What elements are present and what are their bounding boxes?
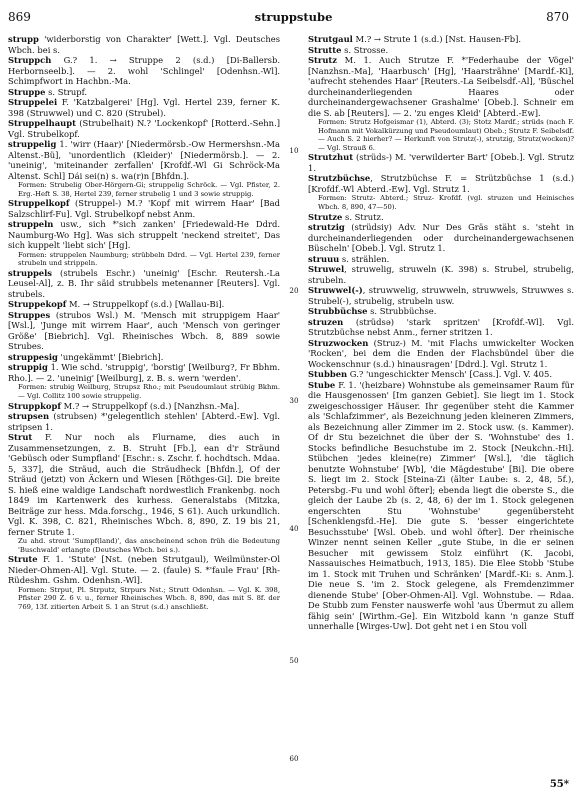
entry-text: 'widerborstig von Charakter' [Wett.]. Vgl. Deutsches Wbch. bei s. (8, 34, 280, 55)
headword: Strutzbüchse (308, 173, 371, 184)
dictionary-entry (308, 34, 574, 45)
dictionary-entry (8, 401, 280, 412)
entry-text: (strubsen) *'gelegentlich stehlen' [Abterd.-Ew]. Vgl. stripsen 1. (8, 411, 280, 432)
headword: strupp (8, 34, 39, 44)
dictionary-entry (308, 264, 574, 285)
headword: Struppekopf (8, 299, 67, 310)
dictionary-entry (8, 55, 280, 87)
entry-text: (strubels Eschr.) 'uneinig' [Eschr. Reutersh.-La Leusel-Al], z. B. Ihr säid strubbels metenanner [Reuters]. Vgl. strubels. (8, 267, 280, 299)
headword: Stube (308, 379, 336, 390)
entry-text: M.? → Struppelkopf (s.d.) [Nanzhsn.-Ma]. (60, 400, 240, 411)
entry-note: Formen: struppelen Naumburg; strübbeln Ddrd. — Vgl. Hertel 239, ferner strubeln und strippeln. (18, 250, 280, 268)
entry-text: , struwwelig, struwweln, struwwels, Struwwes s. Strubel(-), strubelig, strubeln usw. (308, 285, 574, 306)
dictionary-entry (308, 254, 574, 265)
headword: Struzwocken (308, 337, 369, 348)
headword: Struppkopf (8, 400, 61, 411)
headword: Struppelkopf (8, 198, 70, 209)
entry-note: Formen: Strutz- Abterd.; Struz- Krofdf. (vgl. struzen und Heinisches Wbch. 8, 890, 47—50). (318, 194, 574, 211)
entry-text: , Strutzbüchse F. = Strützbüchse 1 (s.d.) [Krofdf.-Wl Abterd.-Ew]. Vgl. Strutz 1. (308, 173, 574, 194)
entry-text: s. Strubbüchse. (367, 306, 437, 317)
line-number: 20 (289, 286, 299, 295)
entry-text: (strüdsə) 'stark spritzen' [Krofdf.-Wl]. Vgl. Strutzbüchse nebst Anm., ferner stritzen 1. (308, 316, 574, 338)
dictionary-entry (308, 222, 574, 254)
headword: struppelig (8, 139, 57, 149)
entry-text: F. 'Katzbalgerei' [Hg]. Vgl. Hertel 239, ferner K. 398 (Struwwel) und C. 820 (Strubel). (8, 97, 280, 118)
entry-text: F. 1. 'Stute' [Nst. (neben Strutgaul), Weilmünster-Ol Nieder-Ohmen-Al]. Vgl. Stute. — 2. (faule) S. *'faule Frau' [Rh-Rüdeshm. Gshm. Odenhsn.-Wl]. (8, 554, 280, 586)
dictionary-entry (308, 45, 574, 56)
dictionary-entry (308, 369, 574, 380)
dictionary-entry (308, 212, 574, 223)
left-column (8, 34, 280, 786)
line-number: 30 (289, 396, 299, 405)
line-number: 50 (289, 656, 299, 665)
running-title: struppstube (254, 10, 333, 24)
dictionary-entry (8, 362, 280, 383)
headword: Struppelei (8, 97, 58, 107)
entry-text: (strubos Wsl.) M. 'Mensch mit struppigem Haar' [Wsl.], 'Junge mit wirrem Haar', auch 'Mensch von geringer Größe' [Biebrich]. Vgl. Rheinisches Wbch. 8, 889 sowie Strubes. (8, 309, 280, 352)
dictionary-entry (8, 411, 280, 432)
entry-text: 1. 'wirr (Haar)' [Niedermörsb.-Ow Hermershsn.-Ma Altenst.-Bü], 'unordentlich (Kleider)' [Niedermörsb.]. — 2. 'uneinig', 'miteinander zerfallen' [Krofdf.-Wl Gi Schröck-Ma Altenst. Schl] Dái sei(n) s. wa(r)n [Bhfdn.]. (8, 139, 280, 181)
entry-note: Formen: Strubelig Ober-Hörgern-Gi; struppelig Schröck. — Vgl. Pfister, 2. Erg.-Heft S. 38, Hertel 239, ferner strubelig 1 und 3 sowie struppig. (18, 181, 280, 198)
headword: Struppch (8, 55, 52, 65)
page-number-left: 869 (8, 10, 31, 24)
entry-text: M. → Struppelkopf (s.d.) [Wallau-Bi]. (66, 299, 225, 310)
entry-text: G.? 1. → Struppe 2 (s.d.) [Di-Ballersb. Herbornseelb.]. — 2. wohl 'Schlingel' [Odenhsn.-Wl]. Schimpfwort in Hachbn.-Ma. (8, 55, 280, 86)
page-number-right: 870 (546, 10, 569, 24)
entry-note: Formen: Strput, Pl. Strputz, Strpurs Nst.; Strutt Odenhsn. — Vgl. K. 398, Pfister 290 Z. 6 v. u., ferner Rheinisches Wbch. 8, 890, das mit S. 8f. der 769, 13f. zitierten Arbeit S. 1 an Strut (s.d.) anschließt. (18, 585, 280, 611)
headword: struppig (8, 362, 48, 373)
headword: Strubbüchse (308, 306, 368, 317)
headword: strutzig (308, 222, 345, 233)
entry-text: s. strählen. (339, 253, 390, 264)
headword: Strutzhut (308, 152, 354, 163)
entry-text: (strüdsiy) Adv. Nur Des Gräs stäht s. 'steht in durcheinanderliegenden oder durcheinandergewachsenen Büscheln' [Obeb.]. Vgl. Strutz 1. (308, 222, 574, 254)
entry-note: Zu ahd. strout 'Sumpf(land)', das anscheinend schon früh die Bedeutung 'Buschwald' erlangte (Deutsches Wbch. bei s.). (18, 537, 280, 554)
entry-text: s. Strosse. (341, 44, 389, 55)
line-number: 10 (289, 146, 299, 155)
dictionary-entry (308, 152, 574, 173)
dictionary-entry (8, 299, 280, 310)
dictionary-entry (8, 554, 280, 586)
entry-text: (Struppel-) M.? 'Kopf mit wirrem Haar' [Bad Salzschlirf-Fu]. Vgl. Strubelkopf nebst Anm. (8, 198, 280, 219)
dictionary-entry (308, 380, 574, 632)
headword: Struppe (8, 86, 46, 97)
entry-text: 1. Wie schd. 'struppig', 'borstig' [Weilburg?, Fr Bbhm. Rho.]. — 2. 'uneinig' [Weilburg], z. B. s. wern 'werden'. (8, 362, 280, 383)
right-column (308, 34, 574, 786)
line-number: 40 (289, 524, 299, 533)
entry-text: M.? → Strute 1 (s.d.) [Nst. Hausen-Fb]. (352, 34, 522, 44)
headword: struuu (308, 253, 340, 264)
dictionary-entry (8, 97, 280, 118)
headword: struppeln (8, 219, 54, 230)
signature-mark: 55* (549, 779, 569, 790)
entry-text: F. 1. '(heizbare) Wohnstube als gemeinsamer Raum für die Hausgenossen' [Im ganzen Gebiet]. Sie liegt im 1. Stock zweigeschossiger Häuser. Ihr gegenüber steht die Kammer als 'Schlafzimmer', als Bezeichnung jeden kleineren Zimmers, als Bezeichnung aller Zimmer im 2. Stock usw. (s. Kammer). Of dr Stu bezeichnet die über der S. 'Wohnstube' des 1. Stocks befindliche Besuchstube im 2. Stock [Neukchn.-Hi]. Stübchen 'jedes kleine(re) Zimmer' [Wsl.], 'die täglich benutzte Wohnstube' [Wb], 'die Mägdestube' [Bi]. Die obere S. liegt im 2. Stock [Steina-Zi (älter Laube: s. 2, 48, 5f.), Petersbg.-Fu und wohl öfter]; ebenda liegt die oberste S., die gleich der Laube 2b (s. 2, 48, 6) der im 1. Stock gelegenen engerschten Stu 'Wohnstube' gegenübersteht [Schenklengsfd.-He]. Die gute S. 'besser eingerichtete Besuchsstube' [Wsl. Obeb. und wohl öfter]. Der rheinische Winzer nennt seinen Keller „gute Stube, in die er seinen Besucher mit gewissem Stolz einführt (K. Jacobi, Nassauisches Heimatbuch, 1913, 185). Die Elee Stobb 'Stube im 1. Stock mit Truhen und Schränken' [Mardf.-Ki: s. Anm.]. Die neue S. 'im 2. Stock gelegene, als Fremdenzimmer dienende Stube' [Ober-Ohmen-Al]. Vgl. Wohnstube. — Rdaa. De Stubb zum Fenster nauswerfe wohl 'aus Übermut zu allem fähig sein' [Wirthm.-Ge]. Ein Witzbold kann 'n ganze Stuff unnerhalle [Wirges-Uw]. Dot geht net i en Stou voll (308, 379, 574, 632)
entry-text: usw., sich *'sich zanken' [Friedewald-He Ddrd. Naumburg-Wo Hg]. Was sich struppelt 'neckend streitet', Das sich kuppelt 'liebt sich' [Hg]. (8, 219, 280, 251)
entry-text: M. 1. Auch Strutze F. *'Federhaube der Vögel' [Nanzhsn.-Ma], 'Haarbusch' [Hg], 'Haarsträhne' [Mardf.-Ki], 'aufrecht stehendes Haar' [Reuters.-La Seibelsdf.-Al], 'Büschel durcheinanderliegenden Haares oder durcheinandergewachsener Grashalme' [Obeb.]. Schneir em die S. ab [Reuters]. — 2. 'zu enges Kleid' [Abterd.-Ew]. (308, 55, 574, 118)
headword: Strute (8, 554, 38, 565)
dictionary-entry (308, 173, 574, 194)
dictionary-entry (308, 338, 574, 370)
headword: Struwwel(-) (308, 285, 363, 296)
entry-text: (Strubelhait) N.? 'Lockenkopf' [Rotterd.-Sehn.] Vgl. Strubelkopf. (8, 118, 280, 139)
headword: Struwel (308, 264, 345, 275)
dictionary-entry (308, 317, 574, 338)
dictionary-entry (308, 306, 574, 317)
dictionary-entry (8, 219, 280, 251)
dictionary-entry (8, 118, 280, 139)
headword: struppesig (8, 351, 58, 362)
dictionary-entry (8, 352, 280, 363)
entry-text: F. Nur noch als Flurname, dies auch in Zusammensetzungen, z. B. Struht [Fb.], ean d'r Sträund 'Gebüsch oder Sumpfland' [Eschr.: s. Zschr. f. hochdtsch. Mdaa. 5, 337], die Sträud, auch die Sträudheck [Bhfdn.], Of der Sträud (jetzt) von Äckern und Wiesen [Röthges-Gi]. Die breite S. hieß eine waldige Landschaft nordwestlich Frankenbg. noch 1849 im Kartenwerk des kurhess. Generalstabs (Mitzka, Beiträge zur hess. Mda.forschg., 1946, S 61). Auch urkundlich. Vgl. K. 398, C. 821, Rheinisches Wbch. 8, 890, Z. 19 bis 21, ferner Strute 1. (8, 432, 280, 537)
dictionary-entry (8, 310, 280, 352)
headword: Strutz (308, 55, 338, 65)
entry-text: s. Strupf. (45, 86, 88, 97)
headword: Strutgaul (308, 34, 353, 44)
headword: Struppes (8, 309, 51, 320)
dictionary-entry (308, 55, 574, 118)
page-header (0, 10, 587, 26)
entry-note: Formen: Strutz Hofgeismar (1), Abterd. (3); Stotz Mardf.; strüds (nach F. Hofmann mit Vokalkürzung und Pseudoumlaut) Obeb.; Strutz F. Seibelsdf. — Auch S. 2 hierher? — Herkunft von Strutz(-), strutzig, Strutz(wocken)? — Vgl. Strauß 6. (318, 118, 574, 152)
entry-text: 'ungekämmt' [Biebrich]. (57, 351, 164, 362)
headword: struppels (8, 267, 53, 278)
dictionary-entry (8, 139, 280, 181)
dictionary-entry (8, 268, 280, 300)
headword: Strutze (308, 211, 343, 222)
entry-text: , struwelig, struweln (K. 398) s. Strubel, strubelig, strubeln. (308, 264, 574, 285)
dictionary-entry (8, 87, 280, 98)
headword: struzen (308, 316, 344, 327)
headword: Strutte (308, 44, 342, 55)
dictionary-entry (8, 432, 280, 537)
dictionary-entry (8, 34, 280, 55)
headword: Struppelhaupt (8, 118, 76, 128)
dictionary-entry (8, 198, 280, 219)
dictionary-entry (308, 285, 574, 306)
headword: strupsen (8, 411, 50, 422)
entry-text: (strüds-) M. 'verwilderter Bart' [Obeb.]. Vgl. Strutz 1. (308, 152, 574, 173)
entry-text: (Struz-) M. 'mit Flachs umwickelter Wocken 'Rocken', bei dem die Enden der Flachsbündel über die Wockenschnur (s.d.) hinausragen' [Ddrd.]. Vgl. Strutz 1. (308, 337, 574, 369)
entry-note: Formen: strubig Weilburg, Strupsz Rho.; mit Pseudoumlaut strübig Bkhm. — Vgl. Collitz 100 sowie struppelig. (18, 383, 280, 400)
line-number: 60 (289, 754, 299, 763)
entry-text: G.? 'ungeschickter Mensch' [Cass.]. Vgl. V. 405. (347, 369, 552, 380)
line-number-gutter (282, 34, 306, 786)
headword: Strut (8, 432, 33, 443)
headword: Stubben (308, 369, 348, 380)
entry-text: s. Strutz. (342, 211, 384, 222)
